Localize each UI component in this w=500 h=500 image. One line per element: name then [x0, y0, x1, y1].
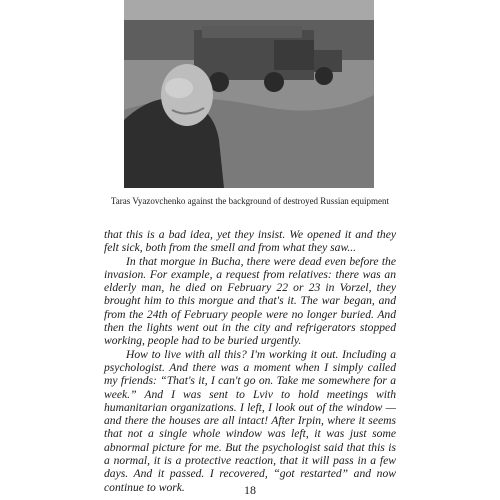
body-text	[104, 228, 396, 494]
paragraph: that this is a bad idea, yet they insist. We opened it and they felt sick, both from the smell and from what they saw...	[104, 228, 396, 255]
paragraph: In that morgue in Bucha, there were dead even before the invasion. For example, a request from relatives: there was an elderly man, he died on February 22 or 23 in Vorzel, they brought him to this morgue and that's it. The war began, and from the 24th of February people were no longer buried. And then the lights went out in the city and refrigerators stopped working, people had to be buried urgently.	[104, 254, 396, 348]
photo-destroyed-equipment	[124, 0, 374, 188]
page-number: 18	[244, 483, 256, 497]
figure-caption: Taras Vyazovchenko against the background of destroyed Russian equipment	[110, 196, 390, 206]
photo-illustration	[124, 0, 374, 188]
paragraph: How to live with all this? I'm working it out. Including a psychologist. And there was a moment when I simply called my friends: “That's it, I can't go on. Take me somewhere for a week.” And I was sent to Lviv to hold meetings with humanitarian organizations. I left, I look out of the window — and there the houses are all intact! After Irpin, where it seems that not a single whole window was left, it was just some abnormal picture for me. But the psychologist said that this is a normal, it is a protective reaction, that it will pass in a few days. And it passed. I recovered, “got restarted” and now continue to work.	[104, 347, 396, 494]
